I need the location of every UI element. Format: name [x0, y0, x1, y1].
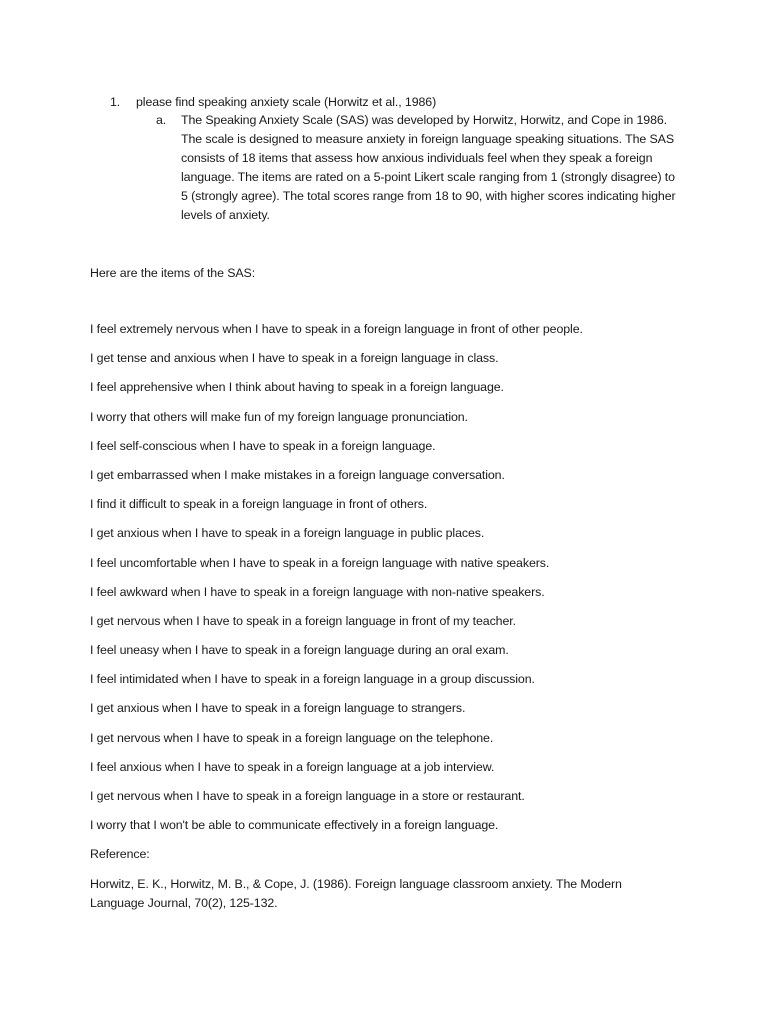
sas-item: I get nervous when I have to speak in a foreign language in front of my teacher.	[90, 613, 516, 628]
answer-marker: a.	[156, 113, 167, 127]
sas-item: I get tense and anxious when I have to speak in a foreign language in class.	[90, 351, 499, 366]
sas-item: I get anxious when I have to speak in a foreign language to strangers.	[90, 701, 466, 716]
answer-paragraph: The Speaking Anxiety Scale (SAS) was developed by Horwitz, Horwitz, and Cope in 1986. The scale is designed to measure anxiety in foreign language speaking situations. The SAS consists of 18 items that assess how anxious individuals feel when they speak a foreign language. The items are rated on a 5-point Likert scale ranging from 1 (strongly disagree) to 5 (strongly agree). The total scores range from 18 to 90, with higher scores indicating higher levels of anxiety.	[181, 113, 676, 222]
sas-item: I worry that I won't be able to communicate effectively in a foreign language.	[90, 818, 499, 833]
sas-item: I feel extremely nervous when I have to speak in a foreign language in front of other people.	[90, 322, 583, 336]
sas-item: I get nervous when I have to speak in a foreign language in a store or restaurant.	[90, 789, 525, 803]
sas-item: I feel apprehensive when I think about having to speak in a foreign language.	[90, 380, 504, 395]
sas-item: I feel uneasy when I have to speak in a foreign language during an oral exam.	[90, 643, 509, 658]
sas-item: I feel anxious when I have to speak in a foreign language at a job interview.	[90, 759, 495, 774]
sas-item: I feel uncomfortable when I have to speak in a foreign language with native speakers.	[90, 555, 550, 570]
sas-item: I get anxious when I have to speak in a foreign language in public places.	[90, 526, 485, 541]
sas-item: I find it difficult to speak in a foreign language in front of others.	[90, 497, 428, 512]
sas-item: I feel self-conscious when I have to speak in a foreign language.	[90, 438, 436, 453]
reference-citation: Horwitz, E. K., Horwitz, M. B., & Cope, J. (1986). Foreign language classroom anxiety. The Modern Language Journal, 70(2), 125-132.	[90, 877, 622, 910]
sas-item: I feel intimidated when I have to speak in a foreign language in a group discussion.	[90, 672, 535, 687]
reference-heading: Reference:	[90, 847, 150, 861]
sas-item: I get nervous when I have to speak in a foreign language on the telephone.	[90, 730, 494, 745]
sas-item: I get embarrassed when I make mistakes in a foreign language conversation.	[90, 467, 505, 482]
items-intro: Here are the items of the SAS:	[90, 266, 256, 280]
question-text: please find speaking anxiety scale (Horwitz et al., 1986)	[136, 95, 437, 109]
sas-item: I worry that others will make fun of my foreign language pronunciation.	[90, 409, 468, 424]
sas-items-list	[90, 320, 583, 845]
sas-item: I feel awkward when I have to speak in a foreign language with non-native speakers.	[90, 584, 545, 599]
question-number: 1.	[110, 95, 121, 109]
